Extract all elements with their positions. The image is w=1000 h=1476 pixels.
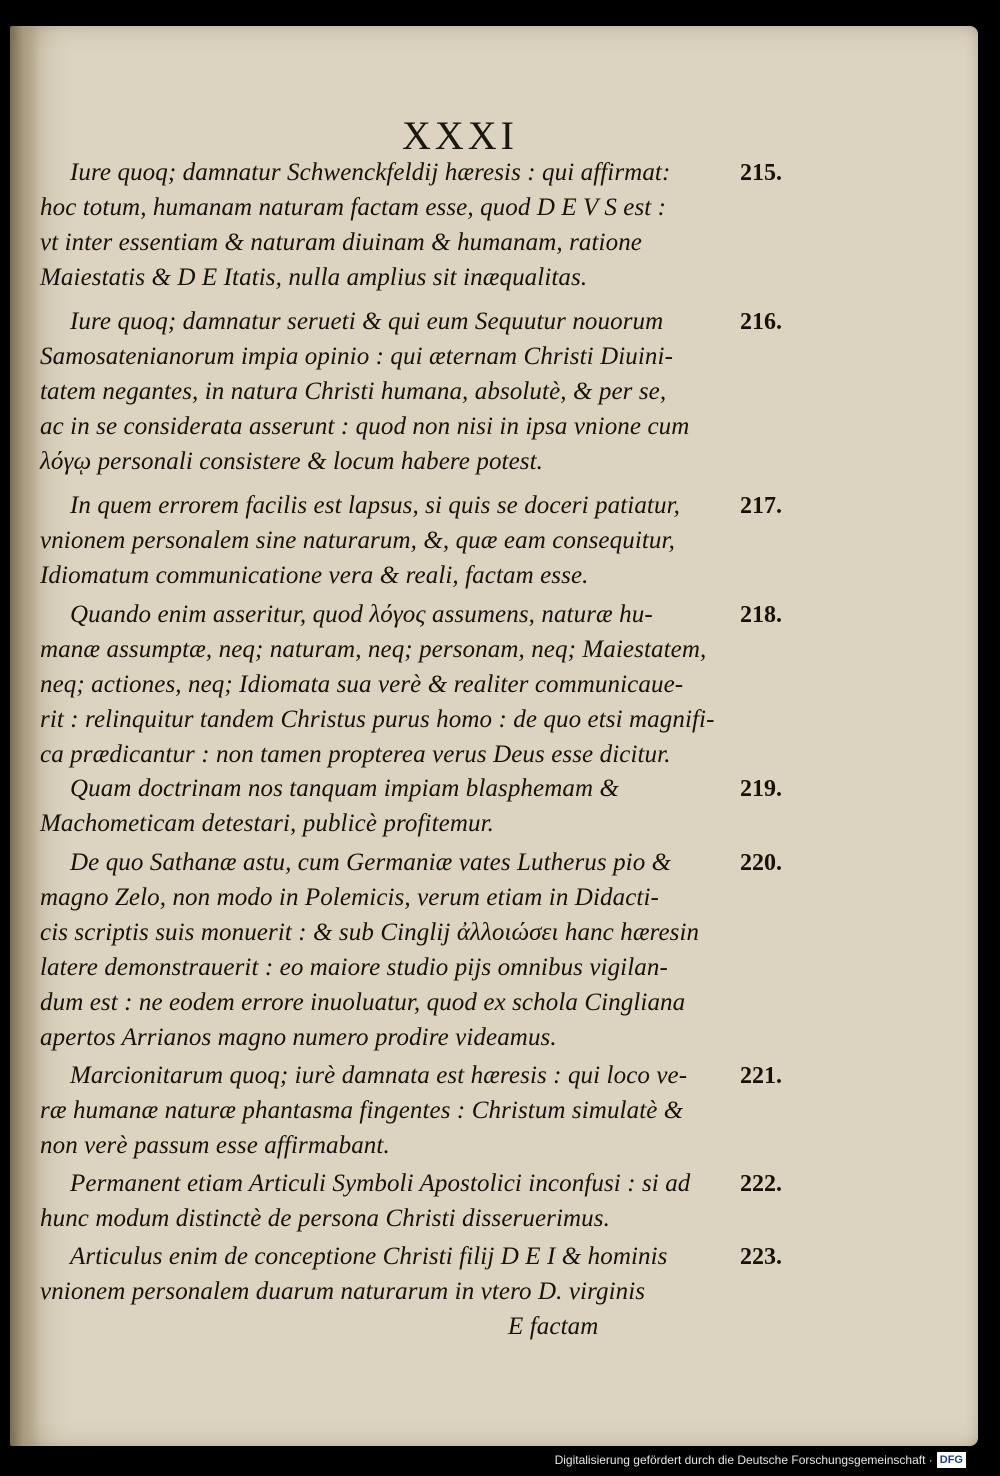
text-line-8: ac in se considerata asserunt : quod non nisi in ipsa vnione cum [40, 413, 690, 440]
text-line-22: cis scriptis suis monuerit : & sub Cinglij ἀλλοιώσει hanc hæresin [40, 919, 700, 946]
text-line-23: latere demonstrauerit : eo maiore studio pijs omnibus vigilan- [40, 954, 668, 981]
digitization-credit [555, 1450, 966, 1470]
text-line-21: magno Zelo, non modo in Polemicis, verum etiam in Didacti- [40, 884, 659, 911]
text-line-11: vnionem personalem sine naturarum, &, quæ eam consequitur, [40, 527, 675, 554]
page-gutter-shadow [10, 26, 40, 1446]
text-line-31: Articulus enim de conceptione Christi filij D E I & hominis [70, 1243, 668, 1270]
paragraph-number-215: 215. [740, 160, 782, 186]
paragraph-number-223: 223. [740, 1244, 782, 1270]
paragraph-number-217: 217. [740, 493, 782, 519]
text-line-19: Machometicam detestari, publicè profitemur. [40, 810, 494, 837]
paragraph-number-216: 216. [740, 309, 782, 335]
text-line-24: dum est : ne eodem errore inuoluatur, quod ex schola Cingliana [40, 989, 686, 1016]
text-line-17: ca prædicantur : non tamen propterea verus Deus esse dicitur. [40, 741, 671, 768]
text-line-26: Marcionitarum quoq; iurè damnata est hæresis : qui loco ve- [70, 1062, 688, 1089]
text-line-9: λόγῳ personali consistere & locum habere potest. [40, 448, 544, 475]
page-header-numeral: XXXI [402, 113, 518, 158]
credit-text: Digitalisierung gefördert durch die Deutsche Forschungsgemeinschaft · [554, 1453, 933, 1467]
book-page [10, 26, 978, 1446]
paragraph-number-222: 222. [740, 1171, 782, 1197]
text-line-6: Samosatenianorum impia opinio : qui æternam Christi Diuini- [40, 343, 673, 370]
text-line-18: Quam doctrinam nos tanquam impiam blasphemam & [70, 775, 620, 802]
text-line-28: non verè passum esse affirmabant. [40, 1132, 390, 1159]
text-line-16: rit : relinquitur tandem Christus purus homo : de quo etsi magnifi- [40, 706, 715, 733]
text-line-29: Permanent etiam Articuli Symboli Apostolici inconfusi : si ad [70, 1170, 691, 1197]
paragraph-number-218: 218. [740, 602, 782, 628]
text-line-20: De quo Sathanæ astu, cum Germaniæ vates Lutherus pio & [70, 849, 672, 876]
text-line-3: vt inter essentiam & naturam diuinam & humanam, ratione [40, 229, 642, 256]
text-line-7: tatem negantes, in natura Christi humana, absolutè, & per se, [40, 378, 667, 405]
signature-catchword: E factam [508, 1313, 599, 1340]
text-line-27: ræ humanæ naturæ phantasma fingentes : Christum simulatè & [40, 1097, 684, 1124]
text-line-12: Idiomatum communicatione vera & reali, factam esse. [40, 562, 589, 589]
text-line-14: manæ assumptæ, neq; naturam, neq; personam, neq; Maiestatem, [40, 636, 707, 663]
text-line-10: In quem errorem facilis est lapsus, si quis se doceri patiatur, [70, 492, 680, 519]
text-line-4: Maiestatis & D E Itatis, nulla amplius sit inæqualitas. [40, 264, 588, 291]
text-line-30: hunc modum distinctè de persona Christi disseruerimus. [40, 1205, 610, 1232]
paragraph-number-219: 219. [740, 776, 782, 802]
text-line-13: Quando enim asseritur, quod λόγος assumens, naturæ hu- [70, 601, 653, 628]
paragraph-number-220: 220. [740, 850, 782, 876]
text-line-2: hoc totum, humanam naturam factam esse, quod D E V S est : [40, 194, 667, 221]
text-line-32: vnionem personalem duarum naturarum in vtero D. virginis [40, 1278, 646, 1305]
text-line-25: apertos Arrianos magno numero prodire videamus. [40, 1024, 557, 1051]
text-line-15: neq; actiones, neq; Idiomata sua verè & realiter communicaue- [40, 671, 684, 698]
text-line-1: Iure quoq; damnatur Schwenckfeldij hæresis : qui affirmat: [70, 159, 671, 186]
text-line-5: Iure quoq; damnatur serueti & qui eum Sequutur nouorum [70, 308, 664, 335]
dfg-logo: DFG [937, 1452, 966, 1468]
paragraph-number-221: 221. [740, 1063, 782, 1089]
